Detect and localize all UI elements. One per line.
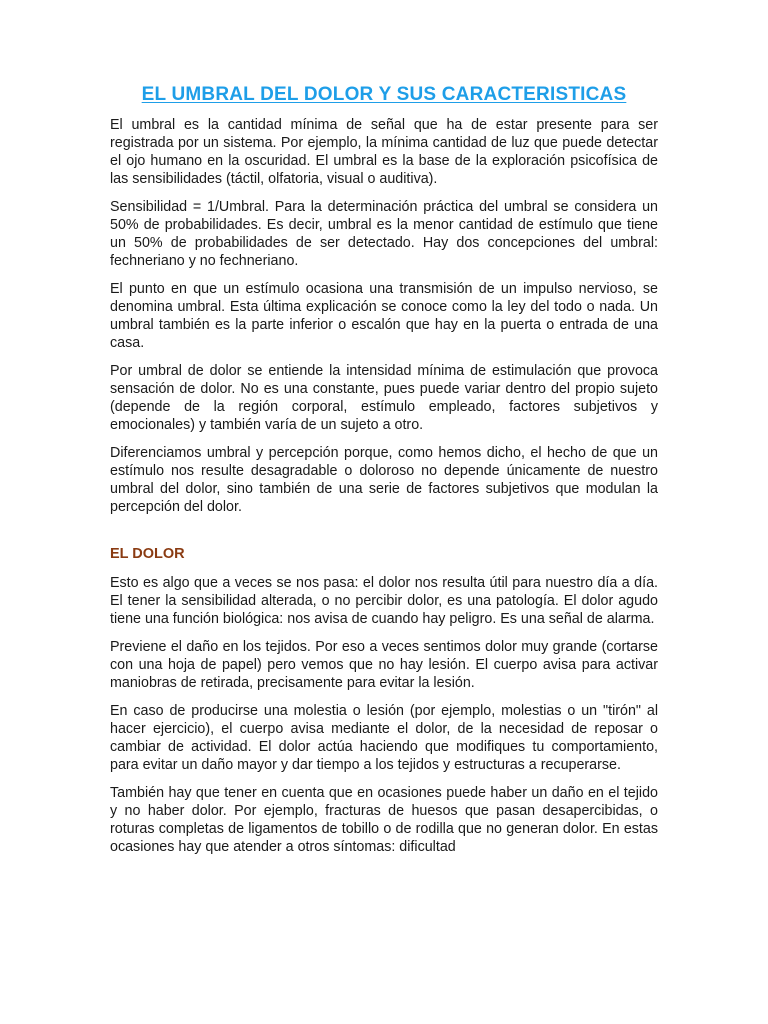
- paragraph-molestia-lesion: En caso de producirse una molestia o lesión (por ejemplo, molestias o un "tirón" al hacer ejercicio), el cuerpo avisa mediante el dolor, de la necesidad de reposar o cambiar de actividad. El dolor actúa haciendo que modifiques tu comportamiento, para evitar un daño mayor y dar tiempo a los tejidos y estructuras a recuperarse.: [110, 703, 658, 773]
- paragraph-impulso-nervioso: El punto en que un estímulo ocasiona una transmisión de un impulso nervioso, se denomina umbral. Esta última explicación se conoce como la ley del todo o nada. Un umbral también es la parte inferior o escalón que hay en la puerta o entrada de una casa.: [110, 281, 658, 351]
- paragraph-previene-dano: Previene el daño en los tejidos. Por eso a veces sentimos dolor muy grande (cortarse con una hoja de papel) pero vemos que no hay lesión. El cuerpo avisa para activar maniobras de retirada, precisamente para evitar la lesión.: [110, 639, 658, 691]
- paragraph-dano-sin-dolor: También hay que tener en cuenta que en ocasiones puede haber un daño en el tejido y no haber dolor. Por ejemplo, fracturas de huesos que pasan desapercibidas, o roturas completas de ligamentos de tobillo o de rodilla que no generan dolor. En estas ocasiones hay que atender a otros síntomas: dificultad: [110, 785, 658, 855]
- paragraph-umbral-definicion: El umbral es la cantidad mínima de señal que ha de estar presente para ser registrada por un sistema. Por ejemplo, la mínima cantidad de luz que puede detectar el ojo humano en la oscuridad. El umbral es la base de la exploración psicofísica de las sensibilidades (táctil, olfatoria, visual o auditiva).: [110, 117, 658, 187]
- paragraph-umbral-de-dolor: Por umbral de dolor se entiende la intensidad mínima de estimulación que provoca sensación de dolor. No es una constante, pues puede variar dentro del propio sujeto (depende de la región corporal, estímulo empleado, factores subjetivos y emocionales) y también varía de un sujeto a otro.: [110, 363, 658, 433]
- section-heading-el-dolor: EL DOLOR: [110, 546, 185, 562]
- paragraph-sensibilidad: Sensibilidad = 1/Umbral. Para la determinación práctica del umbral se considera un 50% de probabilidades. Es decir, umbral es la menor cantidad de estímulo que tiene un 50% de probabilidades de ser detectado. Hay dos concepciones del umbral: fechneriano y no fechneriano.: [110, 199, 658, 269]
- paragraph-dolor-util: Esto es algo que a veces se nos pasa: el dolor nos resulta útil para nuestro día a día. El tener la sensibilidad alterada, o no percibir dolor, es una patología. El dolor agudo tiene una función biológica: nos avisa de cuando hay peligro. Es una señal de alarma.: [110, 575, 658, 627]
- document-page: [110, 84, 658, 866]
- document-title: EL UMBRAL DEL DOLOR Y SUS CARACTERISTICAS: [141, 84, 627, 105]
- paragraph-umbral-y-percepcion: Diferenciamos umbral y percepción porque, como hemos dicho, el hecho de que un estímulo nos resulte desagradable o doloroso no depende únicamente de nuestro umbral del dolor, sino también de una serie de factores subjetivos que modulan la percepción del dolor.: [110, 445, 658, 515]
